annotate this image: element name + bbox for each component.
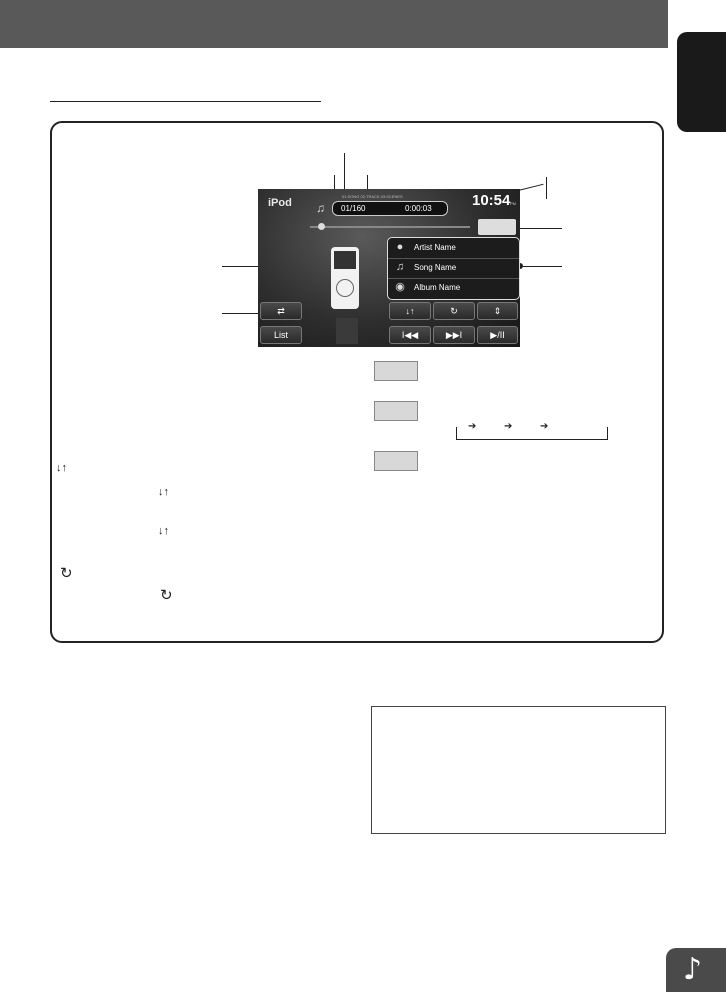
person-icon: ● bbox=[396, 241, 404, 253]
music-note-icon: ♫ bbox=[395, 261, 405, 273]
repeat-icon: ↻ bbox=[60, 565, 73, 582]
arrow-icon: ➔ bbox=[540, 421, 549, 432]
cycle-bracket-base bbox=[456, 439, 608, 440]
artist-row bbox=[388, 238, 519, 259]
track-info-panel bbox=[387, 237, 520, 300]
play-pause-button[interactable]: ▶/II bbox=[477, 326, 518, 344]
album-row bbox=[388, 278, 519, 298]
song-row bbox=[388, 258, 519, 279]
clock-suffix: PM bbox=[510, 201, 516, 206]
song-name: Song Name bbox=[414, 263, 457, 272]
app-switch-button[interactable]: ⇄ bbox=[260, 302, 302, 320]
arrow-icon: ➔ bbox=[468, 421, 477, 432]
previous-button[interactable]: I◀◀ bbox=[389, 326, 431, 344]
callout-leader bbox=[546, 177, 547, 199]
audiobook-speed-button[interactable]: ⇕ bbox=[477, 302, 518, 320]
music-note-icon: ♫ bbox=[316, 201, 325, 215]
shuffle-button[interactable]: ↓↑ bbox=[389, 302, 431, 320]
shuffle-symbol: ↓↑ bbox=[56, 462, 67, 474]
callout-leader bbox=[344, 153, 345, 191]
shuffle-symbol: ↓↑ bbox=[158, 525, 169, 537]
language-tab bbox=[677, 32, 726, 132]
ipod-playback-screen bbox=[258, 189, 520, 347]
track-counter: 01/160 bbox=[341, 204, 366, 213]
ipod-artwork bbox=[331, 247, 359, 309]
clock: 10:54 bbox=[472, 192, 511, 209]
list-button[interactable]: List bbox=[260, 326, 302, 344]
arrow-icon: ➔ bbox=[504, 421, 513, 432]
heading-underline bbox=[50, 101, 321, 102]
click-wheel-icon bbox=[336, 279, 354, 297]
source-label: iPod bbox=[268, 197, 292, 209]
repeat-button[interactable]: ↻ bbox=[433, 302, 475, 320]
progress-knob[interactable] bbox=[318, 223, 325, 230]
app-switch-icon-legend bbox=[374, 361, 418, 381]
device-switch-icon[interactable] bbox=[478, 219, 516, 235]
disc-icon: ◉ bbox=[395, 281, 405, 293]
status-tags: 01:SONG 02:TRACK 03:SCENES bbox=[342, 194, 403, 199]
shuffle-symbol: ↓↑ bbox=[158, 486, 169, 498]
music-note-icon: ♪ bbox=[683, 952, 703, 987]
album-name: Album Name bbox=[414, 283, 461, 292]
repeat-icon: ↻ bbox=[160, 587, 173, 604]
screen-dim-area bbox=[336, 318, 358, 344]
header-band bbox=[0, 0, 668, 48]
device-switch-icon-legend bbox=[374, 451, 418, 471]
track-time-display bbox=[332, 201, 448, 216]
artist-name: Artist Name bbox=[414, 243, 456, 252]
elapsed-time: 0:00:03 bbox=[405, 204, 432, 213]
callout-leader bbox=[520, 266, 562, 267]
next-button[interactable]: ▶▶I bbox=[433, 326, 475, 344]
audiobook-icon-legend bbox=[374, 401, 418, 421]
note-box bbox=[371, 706, 666, 834]
progress-bar[interactable] bbox=[310, 226, 470, 228]
artwork-icon bbox=[334, 251, 356, 269]
page-tab bbox=[666, 948, 726, 992]
